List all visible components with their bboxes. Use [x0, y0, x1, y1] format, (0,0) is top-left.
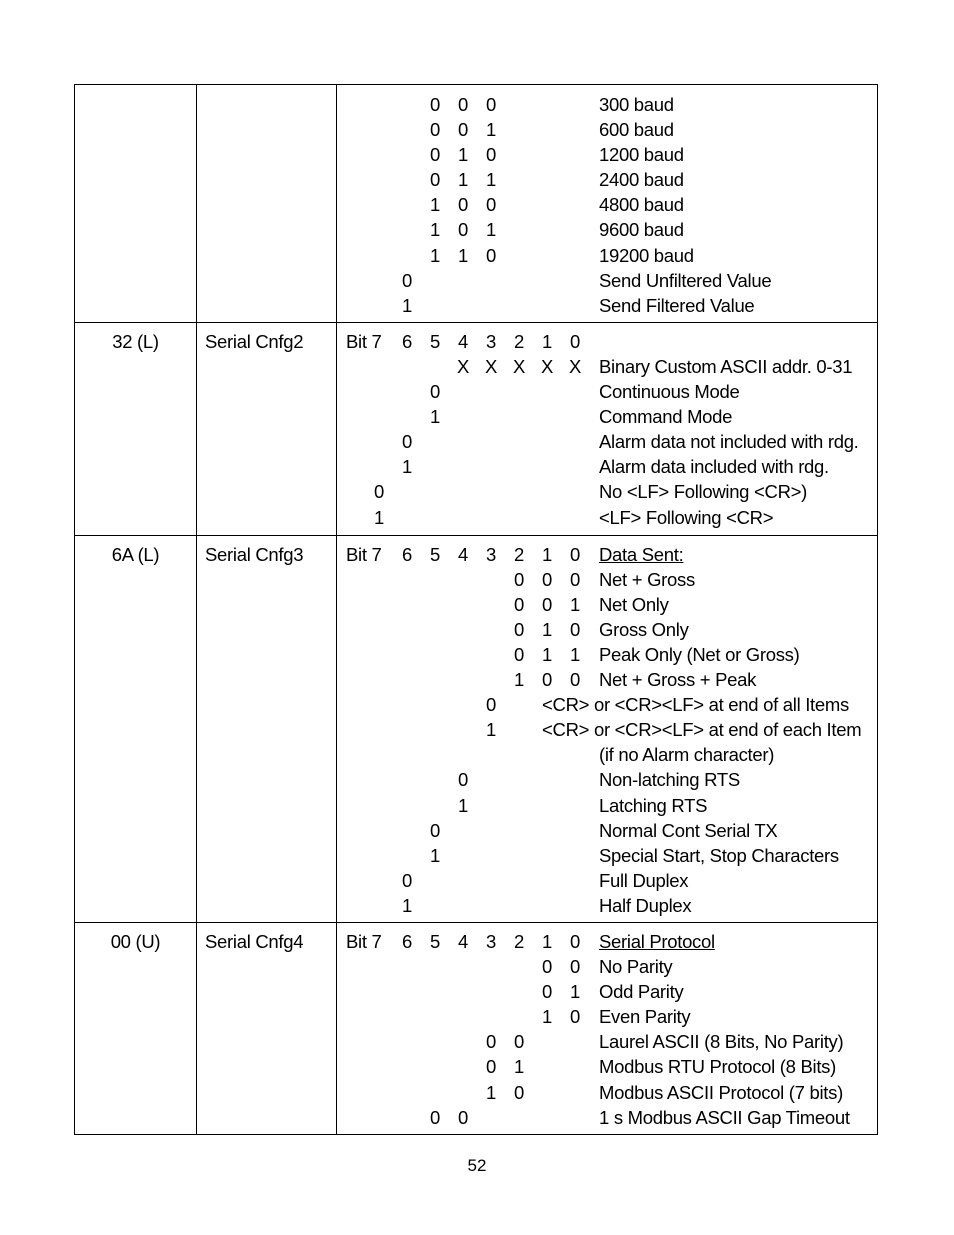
bit-description: (if no Alarm character): [599, 744, 775, 766]
bit-value: 0: [542, 593, 552, 615]
bit-value: 1: [542, 643, 552, 665]
bit-line: [75, 454, 877, 479]
bit-line: [75, 667, 877, 692]
bit-description: Net + Gross: [599, 568, 695, 590]
bit-description: Alarm data included with rdg.: [599, 456, 829, 478]
bit-value: 0: [570, 956, 580, 978]
bit-value: 1: [542, 618, 552, 640]
bit-value: 0: [430, 119, 440, 141]
bit-description: No Parity: [599, 956, 673, 978]
bit-description: Odd Parity: [599, 981, 684, 1003]
bit-value: 0: [570, 618, 580, 640]
register-table: [74, 84, 878, 1135]
bit-description: 19200 baud: [599, 244, 694, 266]
register-address: 6A (L): [111, 543, 160, 565]
bit-value: 0: [570, 931, 580, 952]
bit-value: 1: [458, 169, 468, 191]
bit-description: Modbus RTU Protocol (8 Bits): [599, 1056, 836, 1078]
bit-value: 0: [486, 1056, 496, 1078]
bit-value: 0: [458, 194, 468, 216]
bit-line: [75, 954, 877, 979]
bit-line: [75, 243, 877, 268]
bit-value: 2: [514, 931, 524, 952]
bit-description: Full Duplex: [599, 869, 689, 891]
bit-line: [75, 192, 877, 217]
bit-line: [75, 92, 877, 117]
bit-value: 2: [514, 543, 524, 565]
bit-value: 0: [486, 1031, 496, 1053]
bit-value: 0: [542, 669, 552, 691]
bit-value: X: [568, 355, 582, 377]
bit-line: [75, 117, 877, 142]
bit-line: [75, 379, 877, 404]
bit-description: 300 baud: [599, 94, 674, 115]
bit-description: 1 s Modbus ASCII Gap Timeout: [599, 1106, 850, 1128]
bit-line: [75, 1080, 877, 1105]
bit-line: [75, 929, 877, 954]
bit-value: 2: [514, 330, 524, 352]
bit-value: 6: [402, 543, 412, 565]
bit-line: [75, 617, 877, 642]
bit-description: Latching RTS: [599, 794, 708, 816]
bit-value: 1: [430, 219, 440, 241]
bit-description: 9600 baud: [599, 219, 684, 241]
bit-value: 6: [402, 330, 412, 352]
bit-description: <CR> or <CR><LF> at end of all Items: [542, 694, 849, 716]
bit-value: 1: [570, 981, 580, 1003]
bit-line: [75, 354, 877, 379]
bit-line: [75, 843, 877, 868]
bit-value: 0: [374, 481, 384, 503]
bit-line: [75, 479, 877, 504]
bit-line: [75, 868, 877, 893]
bit-header-label: Bit 7: [346, 931, 382, 952]
bit-value: 1: [486, 219, 496, 241]
bit-description: Gross Only: [599, 618, 689, 640]
bit-description: Net Only: [599, 593, 669, 615]
bit-value: 0: [486, 94, 496, 115]
bit-value: 1: [430, 406, 440, 428]
bit-value: 0: [458, 219, 468, 241]
bit-description: Send Filtered Value: [599, 294, 755, 316]
bit-description: Half Duplex: [599, 894, 692, 916]
bit-description: Command Mode: [599, 406, 733, 428]
bit-line: [75, 1004, 877, 1029]
bit-value: 0: [458, 1106, 468, 1128]
bit-line: [75, 592, 877, 617]
bit-value: 1: [486, 719, 496, 741]
bit-line: [75, 404, 877, 429]
bit-value: 0: [458, 119, 468, 141]
bit-value: 1: [402, 294, 412, 316]
bit-value: 0: [486, 244, 496, 266]
bit-value: 1: [402, 456, 412, 478]
bit-value: 1: [458, 244, 468, 266]
bit-value: 1: [430, 194, 440, 216]
bit-value: 0: [570, 330, 580, 352]
bit-description: Binary Custom ASCII addr. 0-31: [599, 355, 853, 377]
bit-description: Alarm data not included with rdg.: [599, 431, 859, 453]
bit-value: 0: [402, 431, 412, 453]
bit-value: 6: [402, 931, 412, 952]
bit-line: [75, 1029, 877, 1054]
bit-line: [75, 642, 877, 667]
bit-line: [75, 142, 877, 167]
bit-line: [75, 793, 877, 818]
bit-line: [75, 268, 877, 293]
bit-value: 4: [458, 931, 468, 952]
bit-description: Laurel ASCII (8 Bits, No Parity): [599, 1031, 844, 1053]
bit-value: 0: [570, 669, 580, 691]
bit-value: 1: [542, 330, 552, 352]
bit-line: [75, 429, 877, 454]
bit-value: 1: [542, 1006, 552, 1028]
bit-line: [75, 1054, 877, 1079]
bit-value: 1: [486, 119, 496, 141]
bit-value: 0: [542, 956, 552, 978]
bit-value: X: [484, 355, 498, 377]
table-row: [75, 535, 877, 922]
bit-value: 5: [430, 330, 440, 352]
bit-line: [75, 329, 877, 354]
bit-value: 0: [430, 144, 440, 166]
table-row: [75, 922, 877, 1134]
register-address: 32 (L): [112, 330, 159, 352]
bit-value: 1: [458, 144, 468, 166]
bit-value: 1: [514, 1056, 524, 1078]
bit-line: [75, 818, 877, 843]
register-name: Serial Cnfg4: [205, 931, 304, 952]
bit-line: [75, 979, 877, 1004]
bit-line: [75, 167, 877, 192]
bit-value: 0: [514, 593, 524, 615]
bit-value: 1: [514, 669, 524, 691]
bit-value: 1: [430, 244, 440, 266]
bit-value: 0: [430, 94, 440, 115]
bit-header-label: Bit 7: [346, 330, 382, 352]
bit-description: <LF> Following <CR>: [599, 506, 774, 528]
bit-description: 2400 baud: [599, 169, 684, 191]
bit-line: [75, 692, 877, 717]
bit-description: 4800 baud: [599, 194, 684, 216]
bit-value: 5: [430, 931, 440, 952]
table-row: [75, 85, 877, 322]
bit-description: Send Unfiltered Value: [599, 269, 772, 291]
bit-line: [75, 717, 877, 742]
bit-value: X: [456, 355, 470, 377]
bit-description: No <LF> Following <CR>): [599, 481, 808, 503]
bit-value: 1: [570, 643, 580, 665]
bit-line: [75, 293, 877, 318]
register-name: Serial Cnfg2: [205, 330, 304, 352]
bit-value: 5: [430, 543, 440, 565]
bit-value: 0: [570, 568, 580, 590]
bit-value: 0: [542, 981, 552, 1003]
bit-value: 1: [542, 543, 552, 565]
bit-description: Peak Only (Net or Gross): [599, 643, 800, 665]
bit-value: 3: [486, 543, 496, 565]
bit-value: 1: [542, 931, 552, 952]
register-name: Serial Cnfg3: [205, 543, 304, 565]
bit-description: Continuous Mode: [599, 381, 740, 403]
bit-value: 0: [458, 94, 468, 115]
bit-value: 1: [458, 794, 468, 816]
bit-value: 0: [514, 1031, 524, 1053]
bit-value: 1: [486, 1081, 496, 1103]
bit-value: 1: [430, 844, 440, 866]
bit-description: 1200 baud: [599, 144, 684, 166]
bit-value: 0: [514, 1081, 524, 1103]
bit-value: 0: [486, 144, 496, 166]
bit-line: [75, 505, 877, 530]
bit-line: [75, 217, 877, 242]
bit-value: 0: [514, 568, 524, 590]
bit-value: 0: [430, 819, 440, 841]
bit-value: X: [540, 355, 554, 377]
bit-value: 0: [430, 169, 440, 191]
bit-value: X: [512, 355, 526, 377]
bit-value: 1: [486, 169, 496, 191]
bit-value: 0: [430, 1106, 440, 1128]
bit-value: 3: [486, 330, 496, 352]
bit-description: <CR> or <CR><LF> at end of each Item: [542, 719, 862, 741]
bit-value: 4: [458, 543, 468, 565]
bit-line: [75, 893, 877, 918]
bit-description: Special Start, Stop Characters: [599, 844, 839, 866]
bit-value: 0: [542, 568, 552, 590]
bit-value: 0: [570, 1006, 580, 1028]
bit-description: 600 baud: [599, 119, 674, 141]
bit-header-label: Bit 7: [346, 543, 382, 565]
bit-description: Even Parity: [599, 1006, 691, 1028]
bit-value: 4: [458, 330, 468, 352]
bit-description: Serial Protocol: [599, 931, 715, 952]
bit-value: 0: [570, 543, 580, 565]
bit-line: [75, 567, 877, 592]
bit-line: [75, 767, 877, 792]
bit-value: 1: [374, 506, 384, 528]
bit-value: 0: [430, 381, 440, 403]
table-row: [75, 322, 877, 535]
bit-description: Normal Cont Serial TX: [599, 819, 778, 841]
bit-value: 0: [486, 194, 496, 216]
bit-line: [75, 542, 877, 567]
bit-line: [75, 742, 877, 767]
page-number: 52: [467, 1156, 487, 1175]
bit-line: [75, 1105, 877, 1130]
bit-value: 0: [514, 618, 524, 640]
bit-value: 0: [402, 869, 412, 891]
bit-value: 0: [458, 769, 468, 791]
bit-description: Net + Gross + Peak: [599, 669, 757, 691]
bit-value: 0: [402, 269, 412, 291]
bit-value: 1: [402, 894, 412, 916]
bit-description: Non-latching RTS: [599, 769, 740, 791]
register-address: 00 (U): [110, 931, 161, 952]
bit-value: 1: [570, 593, 580, 615]
bit-description: Data Sent:: [599, 543, 684, 565]
bit-value: 0: [486, 694, 496, 716]
bit-value: 3: [486, 931, 496, 952]
bit-value: 0: [514, 643, 524, 665]
bit-description: Modbus ASCII Protocol (7 bits): [599, 1081, 843, 1103]
